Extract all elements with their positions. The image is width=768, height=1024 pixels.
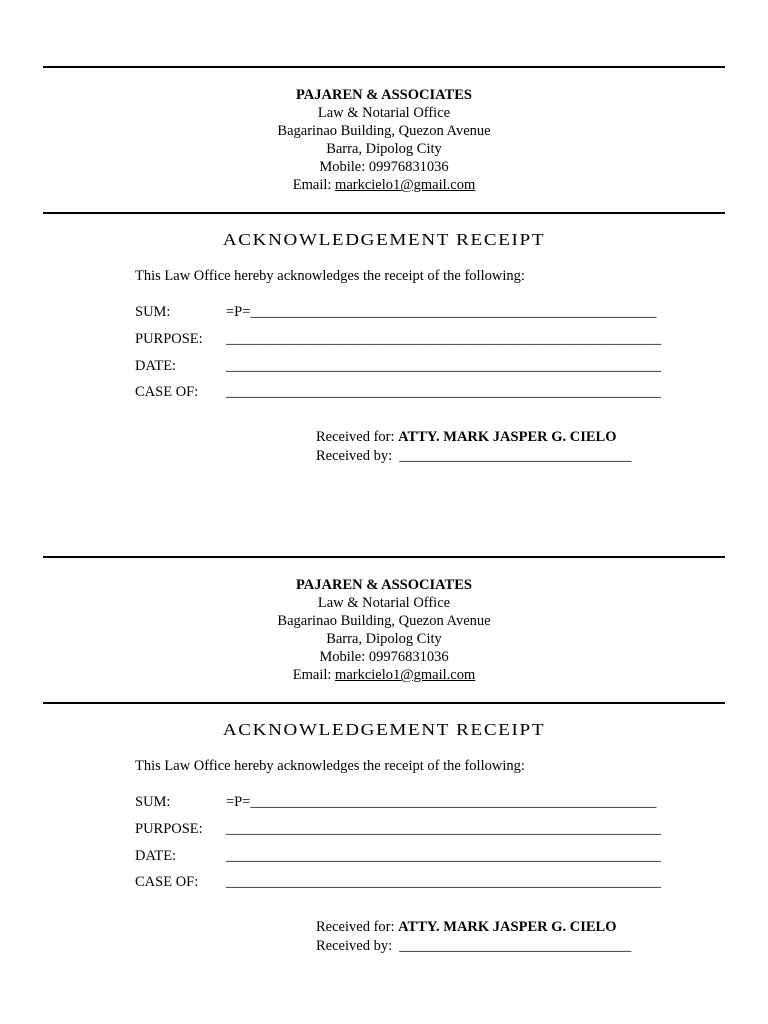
- receipt-form: [0, 490, 768, 954]
- address-line-2: Barra, Dipolog City: [326, 631, 442, 647]
- email-line: [0, 666, 768, 684]
- field-label: DATE:: [135, 358, 177, 374]
- field-label: PURPOSE:: [135, 821, 203, 837]
- email-label: Email:: [292, 177, 336, 193]
- sum-blank: =P=________________________________________________________: [226, 794, 657, 810]
- office-type: Law & Notarial Office: [317, 105, 451, 121]
- field-date: [135, 358, 675, 375]
- field-label: SUM:: [135, 304, 171, 320]
- field-label: PURPOSE:: [135, 331, 203, 347]
- field-sum: [135, 304, 675, 321]
- received-by-blank: ________________________________: [399, 448, 632, 464]
- office-header: [0, 576, 768, 684]
- email-label: Email:: [292, 667, 336, 683]
- attorney-name: ATTY. MARK JASPER G. CIELO: [398, 429, 617, 445]
- field-label: CASE OF:: [135, 384, 199, 400]
- address-line-1: Bagarinao Building, Quezon Avenue: [277, 123, 491, 139]
- receipt-title: ACKNOWLEDGEMENT RECEIPT: [222, 230, 546, 249]
- header-bottom-rule: [43, 702, 725, 704]
- sum-blank: =P=________________________________________________________: [226, 304, 657, 320]
- office-type: Law & Notarial Office: [317, 595, 451, 611]
- received-by-label: Received by:: [316, 448, 393, 464]
- receipt-title: ACKNOWLEDGEMENT RECEIPT: [222, 720, 546, 739]
- date-blank: ____________________________________________________________: [226, 358, 661, 374]
- receipt-intro: This Law Office hereby acknowledges the receipt of the following:: [135, 268, 525, 284]
- field-label: SUM:: [135, 794, 171, 810]
- office-header: [0, 86, 768, 194]
- received-for: [316, 919, 616, 936]
- field-case-of: [135, 384, 675, 401]
- email-link[interactable]: markcielo1@gmail.com: [335, 177, 476, 193]
- field-case-of: [135, 874, 675, 891]
- received-by-blank: ________________________________: [399, 938, 632, 954]
- email-link[interactable]: markcielo1@gmail.com: [335, 667, 476, 683]
- date-blank: ____________________________________________________________: [226, 848, 661, 864]
- field-label: CASE OF:: [135, 874, 199, 890]
- address-line-1: Bagarinao Building, Quezon Avenue: [277, 613, 491, 629]
- field-label: DATE:: [135, 848, 177, 864]
- email-line: [0, 176, 768, 194]
- received-by-label: Received by:: [316, 938, 393, 954]
- receipt-form: [0, 0, 768, 464]
- mobile-number: Mobile: 09976831036: [319, 649, 449, 665]
- received-for-label: Received for:: [316, 429, 399, 445]
- attorney-name: ATTY. MARK JASPER G. CIELO: [398, 919, 617, 935]
- receipt-intro: This Law Office hereby acknowledges the receipt of the following:: [135, 758, 525, 774]
- received-by: [316, 448, 631, 465]
- firm-name: PAJAREN & ASSOCIATES: [296, 87, 472, 103]
- header-bottom-rule: [43, 212, 725, 214]
- address-line-2: Barra, Dipolog City: [326, 141, 442, 157]
- received-for: [316, 429, 616, 446]
- header-top-rule: [43, 556, 725, 558]
- firm-name: PAJAREN & ASSOCIATES: [296, 577, 472, 593]
- received-by: [316, 938, 631, 955]
- field-purpose: [135, 331, 675, 348]
- purpose-blank: ____________________________________________________________: [226, 821, 661, 837]
- header-top-rule: [43, 66, 725, 68]
- field-purpose: [135, 821, 675, 838]
- purpose-blank: ____________________________________________________________: [226, 331, 661, 347]
- received-for-label: Received for:: [316, 919, 399, 935]
- case-of-blank: ____________________________________________________________: [226, 384, 661, 400]
- field-date: [135, 848, 675, 865]
- case-of-blank: ____________________________________________________________: [226, 874, 661, 890]
- field-sum: [135, 794, 675, 811]
- mobile-number: Mobile: 09976831036: [319, 159, 449, 175]
